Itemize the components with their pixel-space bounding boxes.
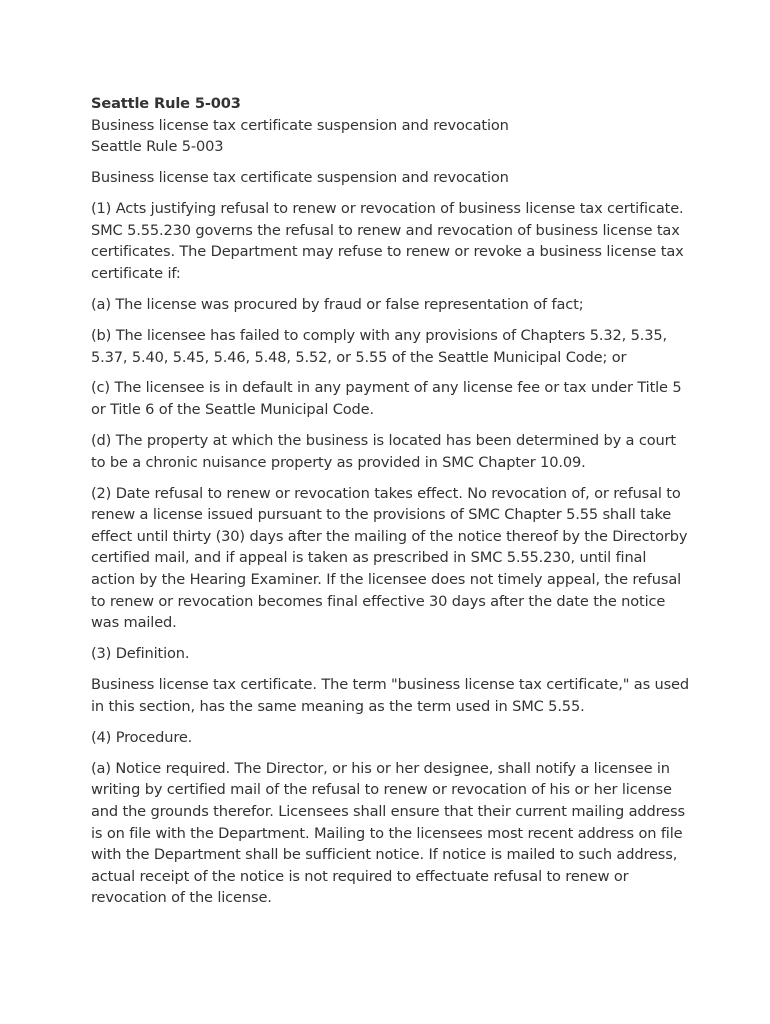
paragraph-section-1a: (a) The license was procured by fraud or false representation of fact; bbox=[91, 295, 584, 313]
document-header bbox=[91, 93, 691, 158]
paragraph-section-1: (1) Acts justifying refusal to renew or revocation of business license tax certificate. SMC 5.55.230 governs the refusal to renew and revocation of business license tax certificates. The Department may refuse to renew or revoke a business license tax certificate if: bbox=[91, 200, 684, 282]
paragraph-section-1c: (c) The licensee is in default in any payment of any license fee or tax under Title 5 or Title 6 of the Seattle Municipal Code. bbox=[91, 379, 682, 419]
paragraph-section-1d: (d) The property at which the business is located has been determined by a court to be a chronic nuisance property as provided in SMC Chapter 10.09. bbox=[91, 432, 676, 471]
document-subtitle-rule: Seattle Rule 5-003 bbox=[91, 138, 224, 156]
paragraph-section-4: (4) Procedure. bbox=[91, 728, 193, 746]
paragraph-section-4a: (a) Notice required. The Director, or his or her designee, shall notify a licensee in writing by certified mail of the refusal to renew or revocation of his or her license and the grounds therefor. Licensees shall ensure that their current mailing address is on file with the Department. Mailing to the licensees most recent address on file with the Department shall be sufficient notice. If notice is mailed to such address, actual receipt of the notice is not required to effectuate refusal to renew or revocation of the license. bbox=[91, 759, 685, 907]
paragraph-section-3: (3) Definition. bbox=[91, 645, 190, 663]
paragraph-section-2: (2) Date refusal to renew or revocation takes effect. No revocation of, or refusal to renew a license issued pursuant to the provisions of SMC Chapter 5.55 shall take effect until thirty (30) days after the mailing of the notice thereof by the Directorby certified mail, and if appeal is taken as prescribed in SMC 5.55.230, until final action by the Hearing Examiner. If the licensee does not timely appeal, the refusal to renew or revocation becomes final effective 30 days after the date the notice was mailed. bbox=[91, 484, 688, 632]
paragraph-section-1b: (b) The licensee has failed to comply with any provisions of Chapters 5.32, 5.35, 5.37, 5.40, 5.45, 5.46, 5.48, 5.52, or 5.55 of the Seattle Municipal Code; or bbox=[91, 326, 667, 366]
document-page bbox=[91, 93, 691, 909]
document-title: Seattle Rule 5-003 bbox=[91, 95, 241, 112]
document-subtitle: Business license tax certificate suspension and revocation bbox=[91, 116, 509, 134]
paragraph-definition: Business license tax certificate. The term "business license tax certificate," as used in this section, has the same meaning as the term used in SMC 5.55. bbox=[91, 676, 689, 715]
paragraph-heading: Business license tax certificate suspension and revocation bbox=[91, 169, 509, 187]
